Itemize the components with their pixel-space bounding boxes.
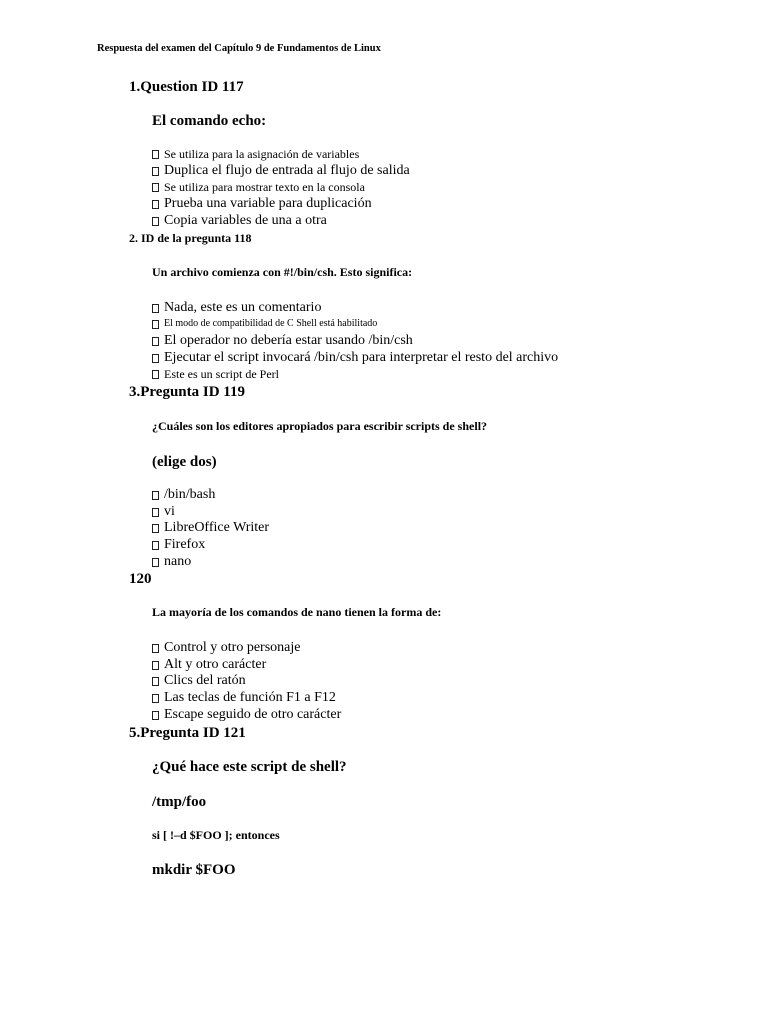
question-2-prompt: Un archivo comienza con #!/bin/csh. Esto significa: [152, 265, 413, 279]
checkbox-icon [152, 370, 159, 379]
option-label: Duplica el flujo de entrada al flujo de salida [164, 163, 410, 178]
question-4-option-2 [152, 658, 266, 672]
checkbox-icon [152, 541, 159, 550]
question-2-heading: 2. ID de la pregunta 118 [129, 231, 252, 245]
page-header: Respuesta del examen del Capítulo 9 de Fundamentos de Linux [97, 43, 381, 54]
checkbox-icon [152, 200, 159, 209]
checkbox-icon [152, 320, 159, 329]
checkbox-icon [152, 217, 159, 226]
question-3-heading: 3.Pregunta ID 119 [129, 384, 245, 400]
checkbox-icon [152, 354, 159, 363]
option-label: Escape seguido de otro carácter [164, 707, 342, 722]
option-label: Clics del ratón [164, 673, 246, 688]
option-label: Se utiliza para la asignación de variables [164, 147, 360, 161]
question-4-heading: 120 [129, 571, 152, 587]
checkbox-icon [152, 644, 159, 653]
question-1-option-1 [152, 148, 359, 160]
checkbox-icon [152, 491, 159, 500]
option-label: Prueba una variable para duplicación [164, 196, 372, 211]
option-label: LibreOffice Writer [164, 520, 270, 535]
question-1-option-3 [152, 181, 365, 193]
option-label: Este es un script de Perl [164, 367, 279, 381]
question-1-prompt: El comando echo: [152, 113, 267, 129]
question-2-option-3 [152, 334, 413, 348]
checkbox-icon [152, 508, 159, 517]
option-label: Se utiliza para mostrar texto en la consola [164, 180, 365, 194]
question-3-option-1 [152, 488, 215, 502]
question-4-option-3 [152, 674, 246, 688]
question-3-option-3 [152, 521, 269, 535]
question-3-option-2 [152, 505, 175, 519]
question-4-option-1 [152, 641, 300, 655]
question-2-option-2 [152, 319, 377, 329]
question-3-prompt: ¿Cuáles son los editores apropiados para escribir scripts de shell? [152, 419, 488, 433]
checkbox-icon [152, 183, 159, 192]
option-label: Firefox [164, 537, 206, 552]
option-label: Control y otro personaje [164, 640, 301, 655]
checkbox-icon [152, 711, 159, 720]
question-2-option-1 [152, 301, 321, 315]
question-5-prompt: ¿Qué hace este script de shell? [152, 759, 347, 775]
checkbox-icon [152, 524, 159, 533]
question-5-script-line-1: /tmp/foo [152, 794, 207, 810]
option-label: El operador no debería estar usando /bin/csh [164, 333, 413, 348]
question-3-option-4 [152, 538, 205, 552]
question-2-option-5 [152, 368, 279, 380]
option-label: Copia variables de una a otra [164, 213, 327, 228]
question-1-heading: 1.Question ID 117 [129, 79, 244, 95]
question-3-option-5 [152, 555, 191, 569]
option-label: El modo de compatibilidad de C Shell está habilitado [164, 318, 378, 329]
question-5-script-line-3: mkdir $FOO [152, 862, 236, 878]
option-label: Nada, este es un comentario [164, 300, 322, 315]
question-4-option-4 [152, 691, 336, 705]
checkbox-icon [152, 337, 159, 346]
option-label: /bin/bash [164, 487, 216, 502]
checkbox-icon [152, 661, 159, 670]
question-5-script-line-2: si [ !–d $FOO ]; entonces [152, 828, 280, 842]
option-label: Alt y otro carácter [164, 657, 267, 672]
option-label: Las teclas de función F1 a F12 [164, 690, 336, 705]
checkbox-icon [152, 677, 159, 686]
question-2-option-4 [152, 351, 558, 365]
question-1-option-5 [152, 214, 327, 228]
checkbox-icon [152, 304, 159, 313]
option-label: nano [164, 554, 192, 569]
question-3-instruction: (elige dos) [152, 454, 217, 470]
question-5-heading: 5.Pregunta ID 121 [129, 725, 246, 741]
checkbox-icon [152, 167, 159, 176]
question-1-option-4 [152, 197, 372, 211]
question-4-option-5 [152, 708, 341, 722]
option-label: vi [164, 504, 175, 519]
option-label: Ejecutar el script invocará /bin/csh para interpretar el resto del archivo [164, 350, 559, 365]
question-1-option-2 [152, 164, 410, 178]
checkbox-icon [152, 694, 159, 703]
checkbox-icon [152, 558, 159, 567]
checkbox-icon [152, 150, 159, 159]
question-4-prompt: La mayoría de los comandos de nano tienen la forma de: [152, 605, 442, 619]
